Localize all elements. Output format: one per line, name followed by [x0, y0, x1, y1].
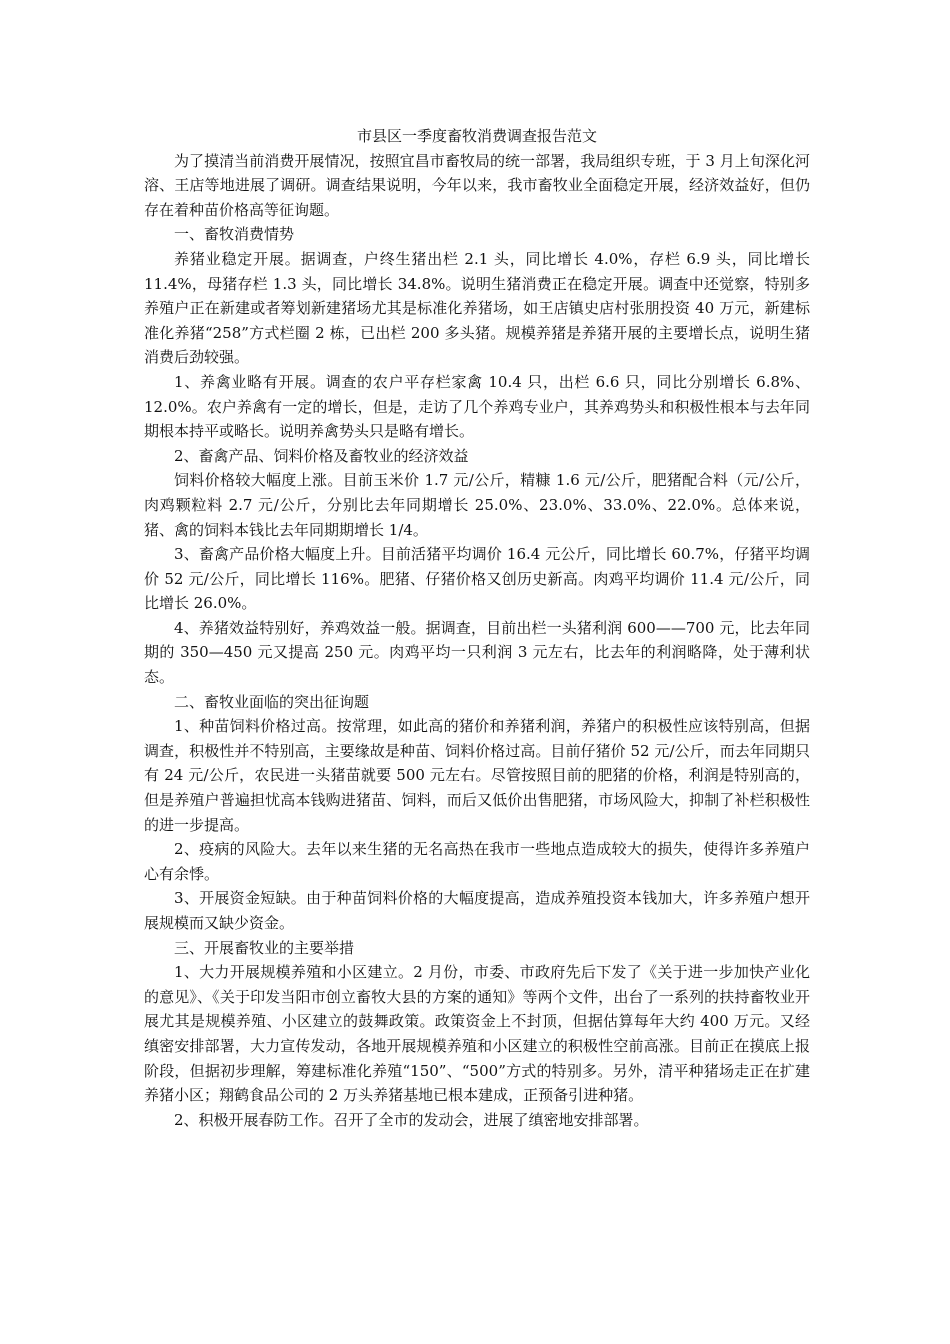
- section-heading-3: 三、开展畜牧业的主要举措: [174, 938, 355, 957]
- paragraph-funding: 3、开展资金短缺。由于种苗饲料价格的大幅度提高，造成养殖投资本钱加大，许多养殖户想开展规模而又缺少资金。: [144, 889, 810, 932]
- paragraph-spring-prevention: 2、积极开展春防工作。召开了全市的发动会，进展了缜密地安排部署。: [174, 1110, 649, 1129]
- paragraph-pig-farming: 养猪业稳定开展。据调查，户终生猪出栏 2.1 头，同比增长 4.0%，存栏 6.9 头，同比增长 11.4%，母猪存栏 1.3 头，同比增长 34.8%。说明生猪消费正在稳定开展。调查中还觉察，特别多养殖户正在新建或者筹划新建猪场尤其是标准化养猪场，如王店镇史店村张朋投资 40 万元，新建标准化养猪“258”方式栏圈 2 栋，已出栏 200 多头猪。规模养猪是养猪开展的主要增长点，说明生猪消费后劲较强。: [144, 249, 810, 367]
- paragraph-feed-prices: 饲料价格较大幅度上涨。目前玉米价 1.7 元/公斤，精糠 1.6 元/公斤，肥猪配合料（元/公斤，肉鸡颗粒料 2.7 元/公斤，分别比去年同期增长 25.0%、23.0%、33.0%、22.0%。总体来说，猪、禽的饲料本钱比去年同期期增长 1/4。: [144, 471, 810, 539]
- section-heading-1: 一、畜牧消费情势: [174, 225, 295, 244]
- paragraph-seedling-cost: 1、种苗饲料价格过高。按常理，如此高的猪价和养猪利润，养猪户的积极性应该特别高，但据调查，积极性并不特别高，主要缘故是种苗、饲料价格过高。目前仔猪价 52 元/公斤，而去年同期只有 24 元/公斤，农民进一头猪苗就要 500 元左右。尽管按照目前的肥猪的价格，利润是特别高的，但是养殖户普遍担忧高本钱购进猪苗、饲料，而后又低价出售肥猪，市场风险大，抑制了补栏积极性的进一步提高。: [144, 717, 810, 834]
- paragraph-disease-risk: 2、疫病的风险大。去年以来生猪的无名高热在我市一些地点造成较大的损失，使得许多养殖户心有余悸。: [144, 840, 810, 883]
- paragraph-profit: 4、养猪效益特别好，养鸡效益一般。据调查，目前出栏一头猪利润 600——700 元，比去年同期的 350—450 元又提高 250 元。肉鸡平均一只利润 3 元左右，比去年的利润略降，处于薄利状态。: [144, 618, 810, 687]
- paragraph-scale-farming: 1、大力开展规模养殖和小区建立。2 月份，市委、市政府先后下发了《关于进一步加快产业化的意见》、《关于印发当阳市创立畜牧大县的方案的通知》等两个文件，出台了一系列的扶持畜牧业开展尤其是规模养殖、小区建立的鼓舞政策。政策资金上不封顶，但据估算每年大约 400 万元。又经缜密安排部署，大力宣传发动，各地开展规模养殖和小区建立的积极性空前高涨。目前正在摸底上报阶段，但据初步理解，筹建标准化养殖“150”、“500”方式的特别多。另外，清平种猪场走正在扩建养猪小区；翔鹤食品公司的 2 万头养猪基地已根本建成，正预备引进种猪。: [144, 963, 810, 1105]
- paragraph-product-prices: 3、畜禽产品价格大幅度上升。目前活猪平均调价 16.4 元公斤，同比增长 60.7%，仔猪平均调价 52 元/公斤，同比增长 116%。肥猪、仔猪价格又创历史新高。肉鸡平均调价 11.4 元/公斤，同比增长 26.0%。: [144, 545, 810, 613]
- document-body: [144, 124, 810, 1132]
- section-heading-2: 二、畜牧业面临的突出征询题: [174, 692, 370, 711]
- intro-paragraph: 为了摸清当前消费开展情况，按照宜昌市畜牧局的统一部署，我局组织专班，于 3 月上旬深化河溶、王店等地进展了调研。调查结果说明，今年以来，我市畜牧业全面稳定开展，经济效益好，但仍存在着种苗价格高等征询题。: [144, 151, 810, 219]
- paragraph-poultry: 1、养禽业略有开展。调查的农户平存栏家禽 10.4 只，出栏 6.6 只，同比分别增长 6.8%、12.0%。农户养禽有一定的增长，但是，走访了几个养鸡专业户，其养鸡势头和积极性根本与去年同期根本持平或略长。说明养禽势头只是略有增长。: [144, 372, 810, 441]
- subheading-prices: 2、畜禽产品、饲料价格及畜牧业的经济效益: [174, 446, 469, 465]
- document-title: 市县区一季度畜牧消费调查报告范文: [356, 127, 597, 145]
